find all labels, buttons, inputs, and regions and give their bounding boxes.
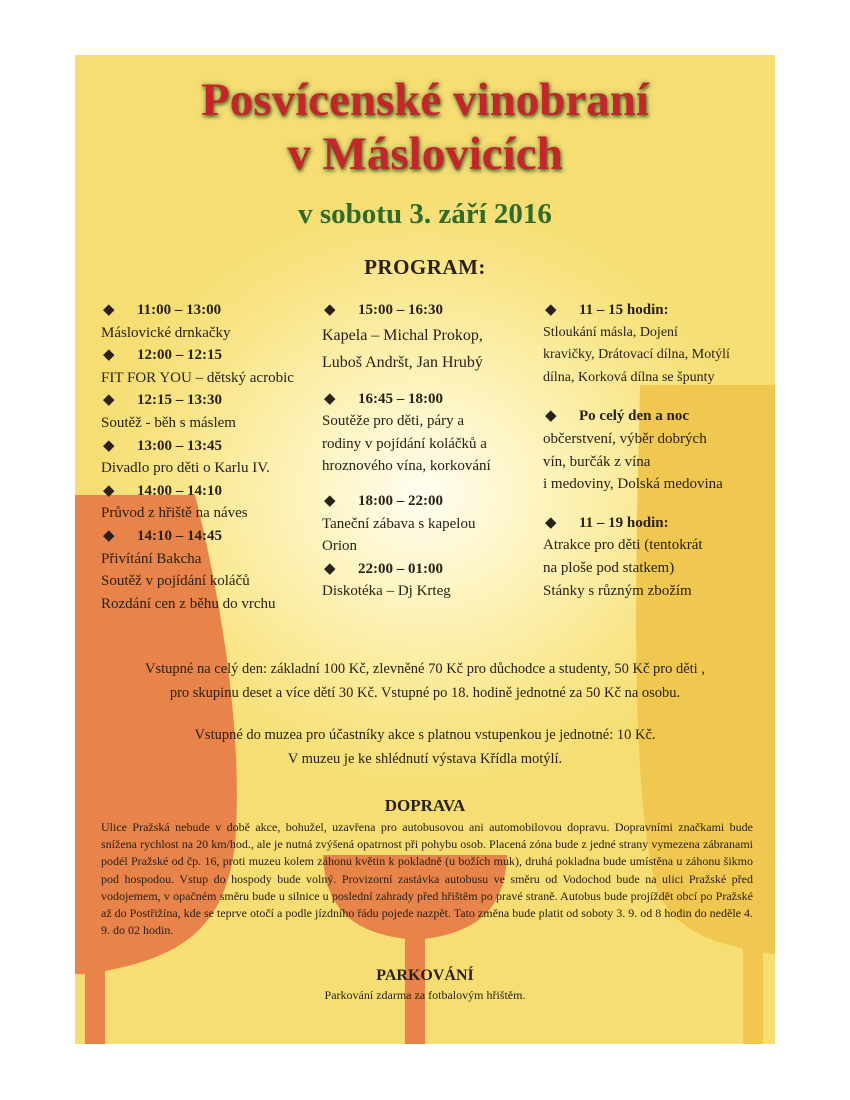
program-item [543,512,730,602]
program-item [322,490,491,558]
program-desc: Přivítání Bakcha [101,550,202,567]
program-desc: Stánky s různým zbožím [543,582,692,599]
program-time: 14:00 – 14:10 [137,482,222,499]
program-column-right [543,299,730,602]
bullet-icon: ◆ [103,302,115,318]
bullet-icon: ◆ [545,302,557,318]
program-item [101,389,294,434]
program-desc: občerstvení, výběr dobrých [543,430,707,447]
bullet-icon: ◆ [324,390,336,407]
program-desc: dílna, Korková dílna se špunty [543,369,715,385]
bullet-icon: ◆ [103,527,115,544]
program-desc: Soutěž - běh s máslem [101,414,236,431]
program-item [101,344,294,389]
museum-line-2: V muzeu je ke shlédnutí výstava Křídla motýlí. [287,751,563,767]
program-item [543,299,730,389]
title-line-2: v Máslovicích [287,128,563,180]
bullet-icon: ◆ [324,492,336,509]
program-desc: Kapela – Michal Prokop, [322,326,483,344]
program-time: 11 – 19 hodin: [579,514,669,531]
program-desc: Soutěže pro děti, páry a [322,413,465,430]
program-time: 16:45 – 18:00 [358,390,443,407]
program-item [322,388,491,478]
program-desc: rodiny v pojídání koláčků a [322,435,487,452]
program-heading: PROGRAM: [364,255,486,279]
program-desc: Průvod z hřiště na náves [101,505,248,522]
program-column-left [101,299,294,615]
program-desc: Atrakce pro děti (tentokrát [543,537,703,554]
bullet-icon: ◆ [103,347,115,364]
program-desc: kravičky, Drátovací dílna, Motýlí [543,347,730,363]
program-desc: Taneční zábava s kapelou [322,515,476,532]
program-desc: Divadlo pro děti o Karlu IV. [101,460,270,477]
bullet-icon: ◆ [545,408,557,425]
program-desc: Diskotéka – Dj Krteg [322,583,451,600]
program-time: 12:00 – 12:15 [137,347,222,364]
admission-info [75,657,775,705]
program-time: 14:10 – 14:45 [137,527,222,544]
doprava-heading: DOPRAVA [384,796,466,815]
program-desc: i medoviny, Dolská medovina [543,476,723,493]
bullet-icon: ◆ [103,392,115,409]
program-desc: Orion [322,538,357,555]
program-time: Po celý den a noc [579,408,689,425]
event-date: v sobotu 3. září 2016 [298,198,552,230]
program-time: 18:00 – 22:00 [358,492,443,509]
program-item [101,480,294,525]
program-desc: na ploše pod statkem) [543,559,675,576]
program-desc: Stloukání másla, Dojení [543,324,678,340]
program-column-middle [322,299,491,603]
bullet-icon: ◆ [103,482,115,499]
title-line-1: Posvícenské vinobraní [201,74,649,126]
program-desc: Luboš Andršt, Jan Hrubý [322,353,483,371]
program-desc: Rozdání cen z běhu do vrchu [101,595,276,612]
program-item [543,405,730,495]
program-desc: hroznového vína, korkování [322,458,491,475]
program-time: 15:00 – 16:30 [358,302,443,318]
program-time: 12:15 – 13:30 [137,392,222,409]
bullet-icon: ◆ [324,302,336,318]
program-desc: Soutěž v pojídání koláčů [101,573,250,590]
bullet-icon: ◆ [103,437,115,454]
poster [75,55,775,1044]
admission-line-2: pro skupinu deset a více dětí 30 Kč. Vstupné po 18. hodině jednotné za 50 Kč na osobu. [169,685,681,701]
program-item [322,299,491,376]
program-time: 13:00 – 13:45 [137,437,222,454]
program-time: 11 – 15 hodin: [579,302,669,318]
program-item [101,525,294,615]
parking-heading: PARKOVÁNÍ [376,967,474,984]
program-time: 22:00 – 01:00 [358,560,443,577]
program-desc: FIT FOR YOU – dětský acrobic [101,369,294,386]
program-item [101,435,294,480]
program-desc: vín, burčák z vína [543,453,651,470]
bullet-icon: ◆ [324,560,336,577]
museum-line-1: Vstupné do muzea pro účastníky akce s platnou vstupenkou je jednotné: 10 Kč. [194,727,656,743]
program-time: 11:00 – 13:00 [137,302,222,318]
parking-text: Parkování zdarma za fotbalovým hřištěm. [324,988,526,1002]
program-desc: Máslovické drnkačky [101,324,231,341]
program-item [101,299,294,344]
museum-info [75,723,775,771]
admission-line-1: Vstupné na celý den: základní 100 Kč, zlevněné 70 Kč pro důchodce a studenty, 50 Kč pro děti , [145,661,705,677]
program-item [322,558,491,603]
doprava-text: Ulice Pražská nebude v době akce, bohužel, uzavřena pro autobusovou ani automobilovou dopravu. Dopravními značkami bude snížena rychlost na 20 km/hod., ale je nutná zvýšená opatrnost při pohybu osob. Placená zóna bude z jedné strany vymezena zábranami podél Pražské od čp. 16, proti muzeu kolem záhonu květin k pokladně (u božích muk), druhá pokladna bude umístěna u záhonu šikmo pod hospodou. Vstup do hospody bude volný. Provizorní zastávka autobusu ve směru od Vodochod bude na ulici Pražské před vodojemem, v opačném směru bude u silnice u poslední zahrady před hřištěm po pravé straně. Autobus bude projíždět obcí po Pražské až do Postřižína, kde se teprve otočí a podle jízdního řádu pojede nazpět. Tato změna bude platit od soboty 3. 9. od 8 hodin do neděle 4. 9. do 02 hodin. [101,820,753,938]
bullet-icon: ◆ [545,514,557,531]
